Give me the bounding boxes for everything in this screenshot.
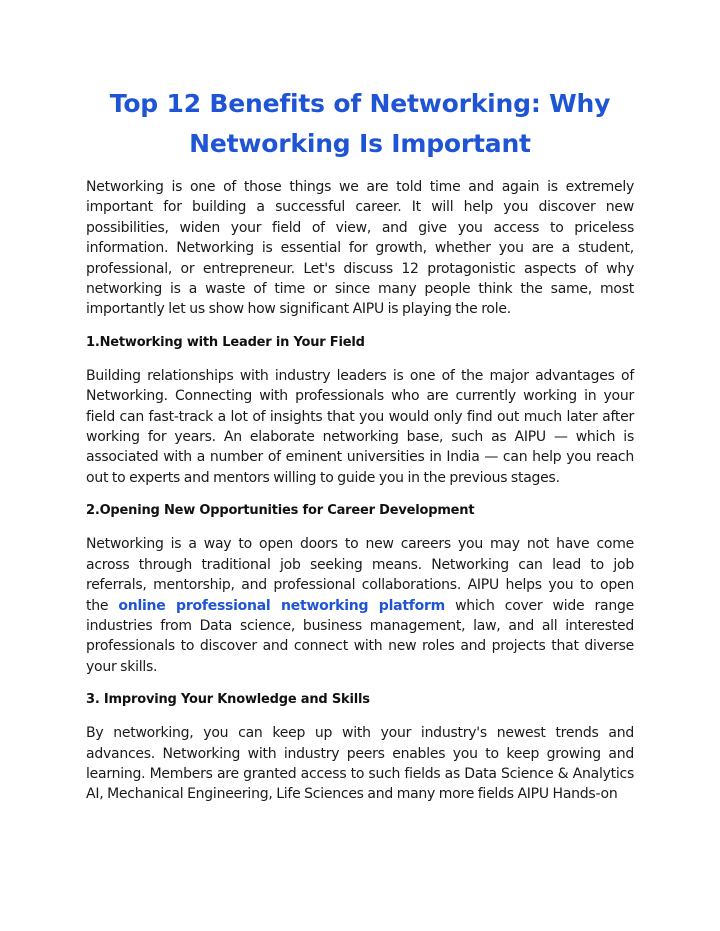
section-2-text-before-link: Networking is a way to open doors to new careers you may not have come across through traditional job seeking means. Networking can lead to job referrals, mentorship, and professional collaborations. AIPU helps you to open the: [86, 536, 634, 614]
page-title: [60, 84, 660, 164]
networking-platform-link[interactable]: online professional networking platform: [118, 597, 445, 614]
section-2-paragraph: [86, 534, 634, 677]
section-2-text-after-link: which cover wide range industries from Data science, business management, law, and all interested professionals to discover and connect with new roles and projects that diverse your skills.: [86, 597, 634, 675]
section-3-heading: 3. Improving Your Knowledge and Skills: [86, 692, 370, 708]
page-title-line-2: Networking Is Important: [189, 129, 531, 158]
section-1-paragraph: Building relationships with industry leaders is one of the major advantages of Networking. Connecting with professionals who are currently working in your field can fast-track a lot of insights that you would only find out much later after working for years. An elaborate networking base, such as AIPU — which is associated with a number of eminent universities in India — can help you reach out to experts and mentors willing to guide you in the previous stages.: [86, 367, 634, 486]
intro-paragraph: Networking is one of those things we are told time and again is extremely important for building a successful career. It will help you discover new possibilities, widen your field of view, and give you access to priceless information. Networking is essential for growth, whether you are a student, professional, or entrepreneur. Let's discuss 12 protagonistic aspects of why networking is a waste of time or since many people think the same, most importantly let us show how significant AIPU is playing the role.: [86, 179, 634, 318]
page-title-line-1: Top 12 Benefits of Networking: Why: [109, 89, 611, 118]
section-3-paragraph: By networking, you can keep up with your industry's newest trends and advances. Networking with industry peers enables you to keep growing and learning. Members are granted access to such fields as Data Science & Analytics AI, Mechanical Engineering, Life Sciences and many more fields AIPU Hands-on: [86, 725, 634, 803]
article-body: [86, 177, 634, 805]
section-1-heading: 1.Networking with Leader in Your Field: [86, 334, 365, 350]
section-2-heading: 2.Opening New Opportunities for Career Development: [86, 503, 475, 519]
